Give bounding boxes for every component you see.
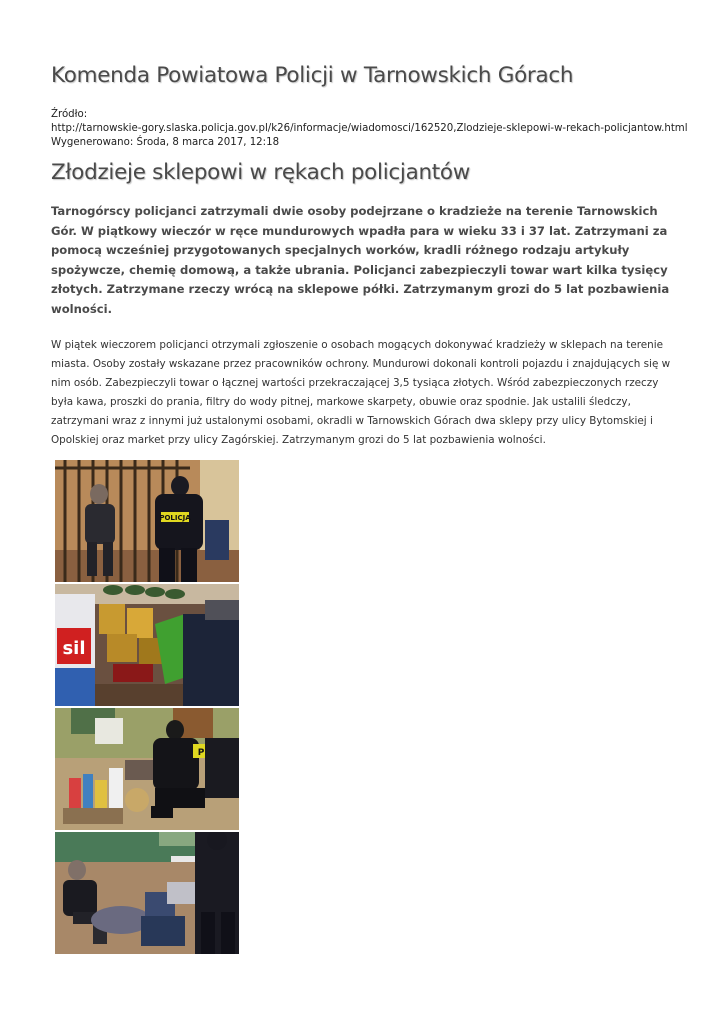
photo-detainees-clothing[interactable] bbox=[55, 832, 239, 956]
source-url[interactable]: http://tarnowskie-gory.slaska.policja.gov.pl/k26/informacje/wiadomosci/162520,Zlodzieje-sklepowi-w-rekach-policjantow.html bbox=[51, 123, 688, 134]
photo-police-badge: POLICJA bbox=[159, 514, 191, 522]
photo-gallery bbox=[55, 460, 239, 956]
source-label: Źródło: bbox=[51, 109, 88, 120]
photo-product-label: sil bbox=[62, 638, 86, 659]
site-title: Komenda Powiatowa Policji w Tarnowskich Górach bbox=[51, 63, 574, 88]
document-page bbox=[51, 58, 688, 956]
photo-officer-inspecting[interactable] bbox=[55, 708, 239, 832]
photo-police-patch: P bbox=[197, 748, 205, 758]
article-lead: Tarnogórscy policjanci zatrzymali dwie osoby podejrzane o kradzieże na terenie Tarnowskich Gór. W piątkowy wieczór w ręce mundurowych wpadła para w wieku 33 i 37 lat. Zatrzymani za pomocą wcześniej przygotowanych specjalnych worków, kradli różnego rodzaju artykuły spożywcze, chemię domową, a także ubrania. Policjanci zabezpieczyli towar wart kilka tysięcy złotych. Zatrzymane rzeczy wrócą na sklepowe półki. Zatrzymanym grozi do 5 lat pozbawienia wolności. bbox=[51, 204, 670, 316]
generated-timestamp: Wygenerowano: Środa, 8 marca 2017, 12:18 bbox=[51, 137, 280, 148]
article-body: W piątek wieczorem policjanci otrzymali zgłoszenie o osobach mogących dokonywać kradzieży w sklepach na terenie miasta. Osoby zostały wskazane przez pracowników ochrony. Mundurowi dokonali kontroli pojazdu i znajdujących się w nim osób. Zabezpieczyli towar o łącznej wartości przekraczającej 3,5 tysiąca złotych. Wśród zabezpieczonych rzeczy była kawa, proszki do prania, filtry do wody pitnej, markowe skarpety, obuwie oraz spodnie. Jak ustalili śledczy, zatrzymani wraz z innymi już ustalonymi osobami, okradli w Tarnowskich Górach dwa sklepy przy ulicy Bytomskiej i Opolskiej oraz market przy ulicy Zagórskiej. Zatrzymanym grozi do 5 lat pozbawienia wolności. bbox=[51, 339, 671, 446]
photo-seized-goods[interactable] bbox=[55, 584, 239, 708]
article-title: Złodzieje sklepowi w rękach policjantów bbox=[51, 160, 471, 185]
source-meta bbox=[51, 108, 688, 150]
photo-detainee-cell[interactable] bbox=[55, 460, 239, 584]
